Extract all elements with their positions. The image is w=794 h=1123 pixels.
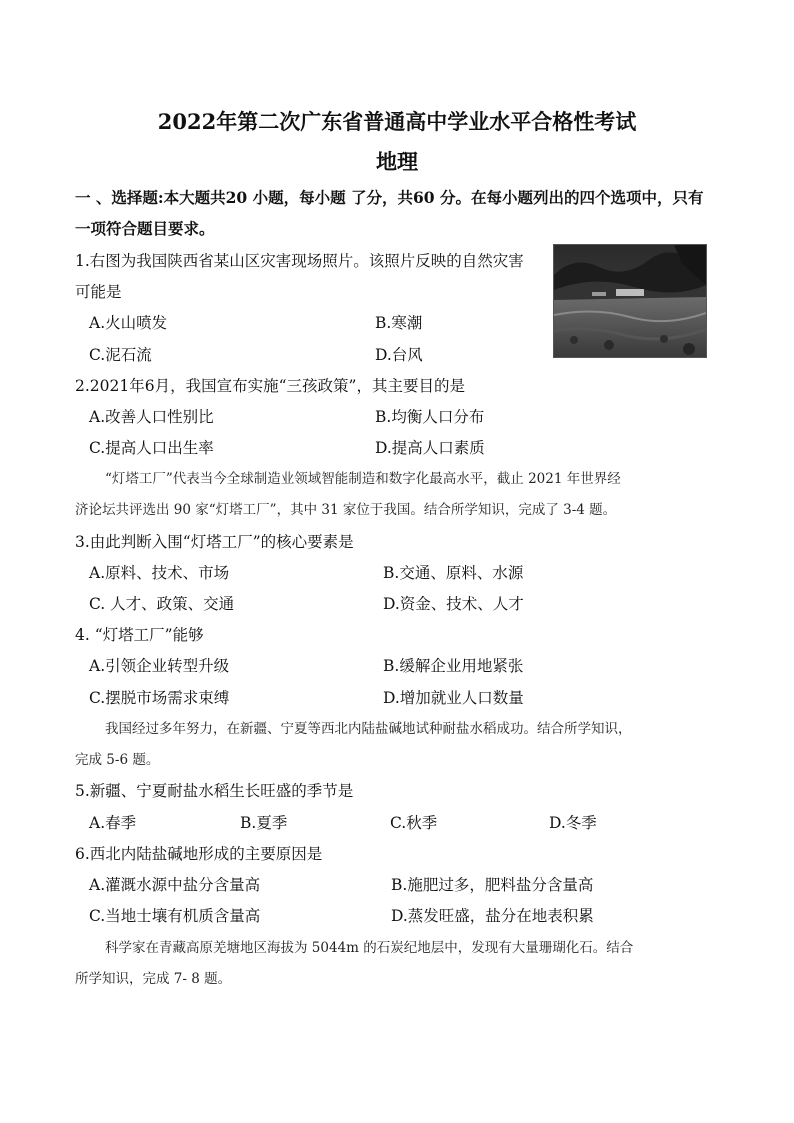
passage-rice-line2: 完成 5-6 题。 [75, 752, 160, 768]
passage-rice-line1: 我国经过多年努力，在新疆、宁夏等西北内陆盐碱地试种耐盐水稻成功。结合所学知识， [105, 721, 632, 737]
q3-stem: 3.由此判断入围“灯塔工厂”的核心要素是 [75, 533, 354, 551]
q4-option-c: C.摆脱市场需求束缚 [89, 689, 230, 707]
q3-option-a: A.原料、技术、市场 [89, 564, 230, 582]
disaster-photo [553, 244, 707, 358]
q4-stem: 4. “灯塔工厂”能够 [75, 626, 204, 644]
q5-option-c: C.秋季 [390, 814, 438, 832]
q5-option-a: A.春季 [89, 814, 137, 832]
q6-option-c: C.当地士壤有机质含量高 [89, 907, 261, 925]
subject-title: 地理 [376, 149, 418, 174]
q3-option-b: B.交通、原料、水源 [383, 564, 524, 582]
exam-title: 2022年第二次广东省普通高中学业水平合格性考试 [157, 109, 637, 134]
q1-option-b: B.寒潮 [375, 314, 423, 332]
q2-option-b: B.均衡人口分布 [375, 408, 485, 426]
q6-stem: 6.西北内陆盐碱地形成的主要原因是 [75, 845, 323, 863]
section-instruction-line2: 一项符合题目要求。 [75, 219, 215, 238]
q6-option-d: D.蒸发旺盛，盐分在地表积累 [391, 907, 594, 925]
q3-option-c: C. 人才、政策、交通 [89, 595, 235, 613]
q2-option-a: A.改善人口性别比 [89, 408, 214, 426]
section-instruction-line1: 一 、选择题:本大题共20 小题，每小题 了分，共60 分。在每小题列出的四个选项中，只有 [75, 188, 704, 207]
q5-option-b: B.夏季 [240, 814, 288, 832]
q4-option-a: A.引领企业转型升级 [89, 657, 230, 675]
q4-option-d: D.增加就业人口数量 [383, 689, 524, 707]
q1-stem-line1: 1.右图为我国陕西省某山区灾害现场照片。该照片反映的自然灾害 [75, 252, 524, 270]
passage-lighthouse-line1: “灯塔工厂”代表当今全球制造业领域智能制造和数字化最高水平，截止 2021 年世界经 [105, 471, 621, 487]
q3-option-d: D.资金、技术、人才 [383, 595, 524, 613]
q1-option-c: C.泥石流 [89, 346, 152, 364]
passage-coral-line1: 科学家在青藏高原羌塘地区海拔为 5044m 的石炭纪地层中，发现有大量珊瑚化石。结合 [105, 940, 634, 956]
q1-option-d: D.台风 [375, 346, 423, 364]
q1-stem-line2: 可能是 [75, 283, 122, 301]
q2-option-c: C.提高人口出生率 [89, 439, 214, 457]
q6-option-b: B.施肥过多，肥料盐分含量高 [391, 876, 594, 894]
q5-option-d: D.冬季 [549, 814, 597, 832]
q1-option-a: A.火山喷发 [89, 314, 168, 332]
q4-option-b: B.缓解企业用地紧张 [383, 657, 524, 675]
passage-lighthouse-line2: 济论坛共评选出 90 家“灯塔工厂”，其中 31 家位于我国。结合所学知识，完成了 3-4 题。 [75, 502, 617, 518]
q6-option-a: A.灌溉水源中盐分含量高 [89, 876, 261, 894]
q2-option-d: D.提高人口素质 [375, 439, 485, 457]
passage-coral-line2: 所学知识，完成 7- 8 题。 [75, 971, 232, 987]
q5-stem: 5.新疆、宁夏耐盐水稻生长旺盛的季节是 [75, 782, 354, 800]
q2-stem: 2.2021年6月，我国宣布实施“三孩政策”，其主要目的是 [75, 377, 465, 395]
